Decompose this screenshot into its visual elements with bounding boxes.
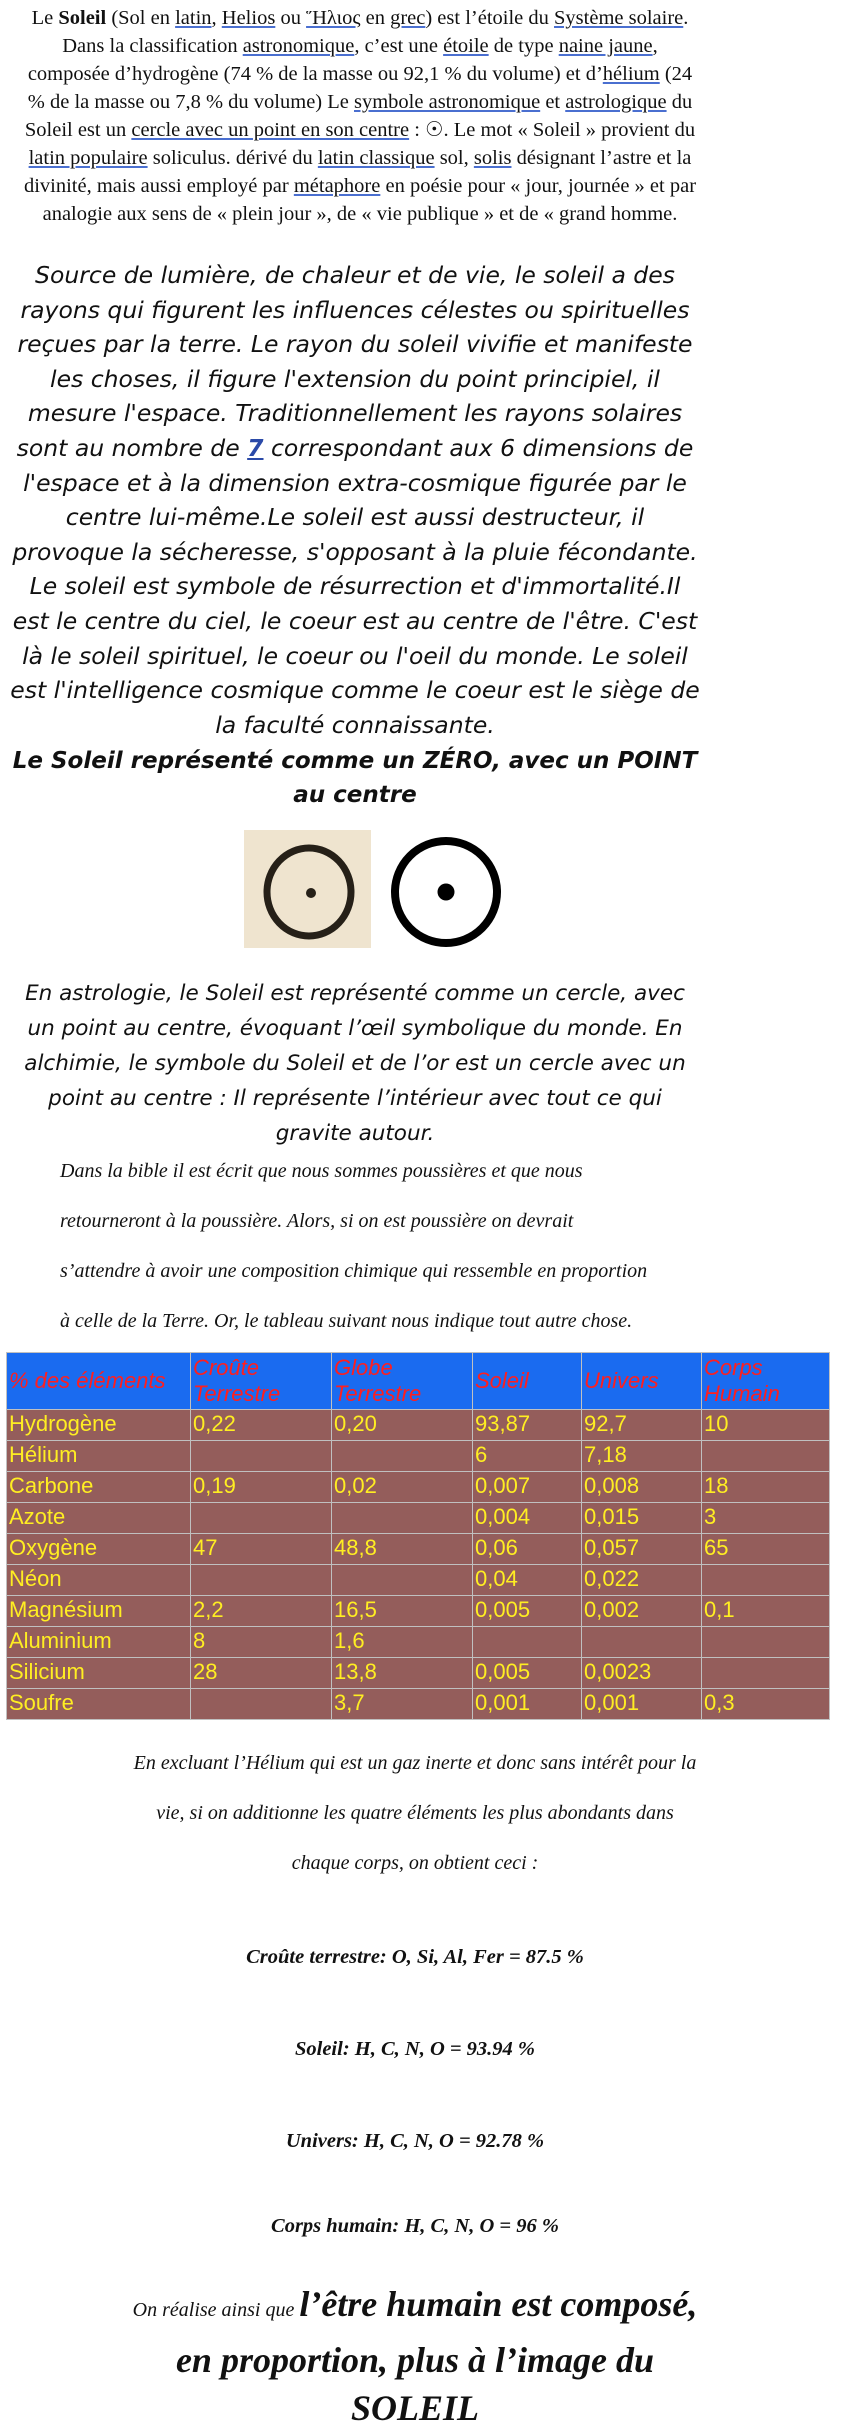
cell: 10 bbox=[702, 1410, 830, 1441]
result-croute: Croûte terrestre: O, Si, Al, Fer = 87.5 % bbox=[246, 1946, 584, 1968]
cell: 3 bbox=[702, 1503, 830, 1534]
cell: Oxygène bbox=[7, 1534, 191, 1565]
header-soleil: Soleil bbox=[473, 1353, 582, 1410]
section-heading: Le Soleil représenté comme un ZÉRO, avec un POINT au centre bbox=[12, 748, 698, 808]
result-soleil: Soleil: H, C, N, O = 93.94 % bbox=[294, 2038, 536, 2060]
cell: 0,19 bbox=[191, 1472, 332, 1503]
link-astronomique[interactable]: astronomique bbox=[242, 35, 355, 57]
link-solis[interactable]: solis bbox=[473, 147, 512, 169]
cell bbox=[191, 1503, 332, 1534]
intro-paragraph: Le Soleil (Sol en latin, Helios ou Ἥλιος en grec) est l’étoile du Système solaire. Dans la classification astronomique, c’est une étoile de type naine jaune, composée d’hydrogène (74 % de la masse ou 92,1 % du volume) et d’hélium (24 % de la masse ou 7,8 % du volume) Le symbole astronomique et astrologique du Soleil est un cercle avec un point en son centre : ☉. Le mot « Soleil » provient du latin populaire soliculus. dérivé du latin classique sol, solis désignant l’astre et la divinité, mais aussi employé par métaphore en poésie pour « jour, journée » et par analogie aux sens de « plein jour », de « vie publique » et de « grand homme. bbox=[23, 7, 697, 225]
cell bbox=[702, 1565, 830, 1596]
link-symbole-astronomique[interactable]: symbole astronomique bbox=[354, 91, 541, 113]
cell: Néon bbox=[7, 1565, 191, 1596]
cell bbox=[473, 1627, 582, 1658]
table-row bbox=[7, 1503, 830, 1534]
cell bbox=[332, 1565, 473, 1596]
cell: 18 bbox=[702, 1472, 830, 1503]
cell bbox=[332, 1503, 473, 1534]
cell: Soufre bbox=[7, 1689, 191, 1720]
sun-symbol-icon bbox=[395, 841, 497, 943]
cell: 6 bbox=[473, 1441, 582, 1472]
sun-symbol-drawing-icon bbox=[244, 830, 371, 948]
link-seven[interactable]: 7 bbox=[247, 433, 264, 462]
cell: 8 bbox=[191, 1627, 332, 1658]
header-univers: Univers bbox=[582, 1353, 702, 1410]
cell: 0,04 bbox=[473, 1565, 582, 1596]
link-latin-populaire[interactable]: latin populaire bbox=[28, 147, 148, 169]
table-row bbox=[7, 1596, 830, 1627]
soleil-term: Soleil bbox=[58, 7, 107, 29]
conclusion bbox=[20, 2280, 810, 2432]
bible-line-4: à celle de la Terre. Or, le tableau suivant nous indique tout autre chose. bbox=[60, 1310, 633, 1332]
cell: Hydrogène bbox=[7, 1410, 191, 1441]
table-row bbox=[7, 1627, 830, 1658]
link-helios-greek[interactable]: Ἥλιος bbox=[306, 7, 361, 29]
table-row bbox=[7, 1658, 830, 1689]
cell: 47 bbox=[191, 1534, 332, 1565]
link-latin-classique[interactable]: latin classique bbox=[317, 147, 435, 169]
cell: 0,005 bbox=[473, 1658, 582, 1689]
cell: 2,2 bbox=[191, 1596, 332, 1627]
cell: 1,6 bbox=[332, 1627, 473, 1658]
table-row bbox=[7, 1534, 830, 1565]
cell: 93,87 bbox=[473, 1410, 582, 1441]
conclusion-line-3: SOLEIL bbox=[350, 2388, 480, 2428]
link-astrologique[interactable]: astrologique bbox=[565, 91, 667, 113]
cell: 0,002 bbox=[582, 1596, 702, 1627]
cell: 13,8 bbox=[332, 1658, 473, 1689]
cell: 92,7 bbox=[582, 1410, 702, 1441]
table-header-row bbox=[7, 1353, 830, 1410]
header-elements: % des éléments bbox=[7, 1353, 191, 1410]
cell: 0,3 bbox=[702, 1689, 830, 1720]
cell: 0,0023 bbox=[582, 1658, 702, 1689]
conclusion-line-2: en proportion, plus à l’image du bbox=[175, 2340, 655, 2380]
cell: Silicium bbox=[7, 1658, 191, 1689]
cell: 0,004 bbox=[473, 1503, 582, 1534]
header-globe: Globe Terrestre bbox=[332, 1353, 473, 1410]
table-row bbox=[7, 1441, 830, 1472]
bible-line-1: Dans la bible il est écrit que nous sommes poussières et que nous bbox=[60, 1160, 583, 1182]
cell: 65 bbox=[702, 1534, 830, 1565]
result-corps: Corps humain: H, C, N, O = 96 % bbox=[271, 2215, 559, 2237]
link-cercle-point[interactable]: cercle avec un point en son centre bbox=[131, 119, 410, 141]
astrology-paragraph: En astrologie, le Soleil est représenté comme un cercle, avec un point au centre, évoquant l’œil symbolique du monde. En alchimie, le symbole du Soleil et de l’or est un cercle avec un point au centre : Il représente l’intérieur avec tout ce qui gravite autour. bbox=[24, 981, 686, 1146]
cell: 28 bbox=[191, 1658, 332, 1689]
cell bbox=[702, 1658, 830, 1689]
cell: Hélium bbox=[7, 1441, 191, 1472]
cell: 0,06 bbox=[473, 1534, 582, 1565]
cell bbox=[191, 1689, 332, 1720]
cell: 0,1 bbox=[702, 1596, 830, 1627]
cell: 0,015 bbox=[582, 1503, 702, 1534]
cell: 16,5 bbox=[332, 1596, 473, 1627]
cell bbox=[702, 1441, 830, 1472]
table-row bbox=[7, 1410, 830, 1441]
link-naine-jaune[interactable]: naine jaune bbox=[558, 35, 653, 57]
bible-line-3: s’attendre à avoir une composition chimique qui ressemble en proportion bbox=[60, 1260, 648, 1282]
cell: 0,005 bbox=[473, 1596, 582, 1627]
link-metaphore[interactable]: métaphore bbox=[293, 175, 381, 197]
exclude-line-1: En excluant l’Hélium qui est un gaz inerte et donc sans intérêt pour la bbox=[133, 1752, 697, 1774]
table-row bbox=[7, 1472, 830, 1503]
exclude-line-2: vie, si on additionne les quatre éléments les plus abondants dans bbox=[156, 1802, 674, 1824]
cell: 0,22 bbox=[191, 1410, 332, 1441]
cell: 0,022 bbox=[582, 1565, 702, 1596]
header-corps: Corps Humain bbox=[702, 1353, 830, 1410]
cell: 0,001 bbox=[582, 1689, 702, 1720]
cell: Magnésium bbox=[7, 1596, 191, 1627]
table-row bbox=[7, 1565, 830, 1596]
cell bbox=[702, 1627, 830, 1658]
link-helium[interactable]: hélium bbox=[602, 63, 660, 85]
link-systeme-solaire[interactable]: Système solaire bbox=[554, 7, 684, 29]
elements-table bbox=[6, 1352, 830, 1720]
cell: 0,057 bbox=[582, 1534, 702, 1565]
cell: 0,02 bbox=[332, 1472, 473, 1503]
cell: Aluminium bbox=[7, 1627, 191, 1658]
cell: 0,20 bbox=[332, 1410, 473, 1441]
result-univers: Univers: H, C, N, O = 92.78 % bbox=[285, 2130, 545, 2152]
cell: 0,008 bbox=[582, 1472, 702, 1503]
cell: Azote bbox=[7, 1503, 191, 1534]
sun-symbol-images bbox=[244, 830, 506, 950]
header-croute: Croûte Terrestre bbox=[191, 1353, 332, 1410]
link-etoile[interactable]: étoile bbox=[443, 35, 489, 57]
cell bbox=[332, 1441, 473, 1472]
cell bbox=[582, 1627, 702, 1658]
exclude-line-3: chaque corps, on obtient ceci : bbox=[291, 1852, 539, 1874]
sun-symbolism-paragraph: Source de lumière, de chaleur et de vie, le soleil a des rayons qui figurent les influences célestes ou spirituelles reçues par la terre. Le rayon du soleil vivifie et manifeste les choses, il figure l'extension du point principiel, il mesure l'espace. Traditionnellement les rayons solaires sont au nombre de 7 correspondant aux 6 dimensions de l'espace et à la dimension extra-cosmique figurée par le centre lui-même.Le soleil est aussi destructeur, il provoque la sécheresse, s'opposant à la pluie fécondante. Le soleil est symbole de résurrection et d'immortalité.Il est le centre du ciel, le coeur est au centre de l'être. C'est là le soleil spirituel, le coeur ou l'oeil du monde. Le soleil est l'intelligence cosmique comme le coeur est le siège de la faculté connaissante. bbox=[10, 261, 700, 739]
bible-line-2: retourneront à la poussière. Alors, si on est poussière on devrait bbox=[60, 1210, 574, 1232]
link-helios[interactable]: Helios bbox=[221, 7, 276, 29]
cell: 0,001 bbox=[473, 1689, 582, 1720]
cell: 7,18 bbox=[582, 1441, 702, 1472]
conclusion-line-1: l’être humain est composé, bbox=[299, 2284, 698, 2324]
link-grec[interactable]: grec bbox=[390, 7, 426, 29]
cell: 3,7 bbox=[332, 1689, 473, 1720]
cell bbox=[191, 1565, 332, 1596]
cell: Carbone bbox=[7, 1472, 191, 1503]
table-row bbox=[7, 1689, 830, 1720]
cell: 48,8 bbox=[332, 1534, 473, 1565]
cell: 0,007 bbox=[473, 1472, 582, 1503]
conclusion-intro: On réalise ainsi que bbox=[132, 2299, 300, 2321]
link-latin[interactable]: latin bbox=[175, 7, 212, 29]
cell bbox=[191, 1441, 332, 1472]
